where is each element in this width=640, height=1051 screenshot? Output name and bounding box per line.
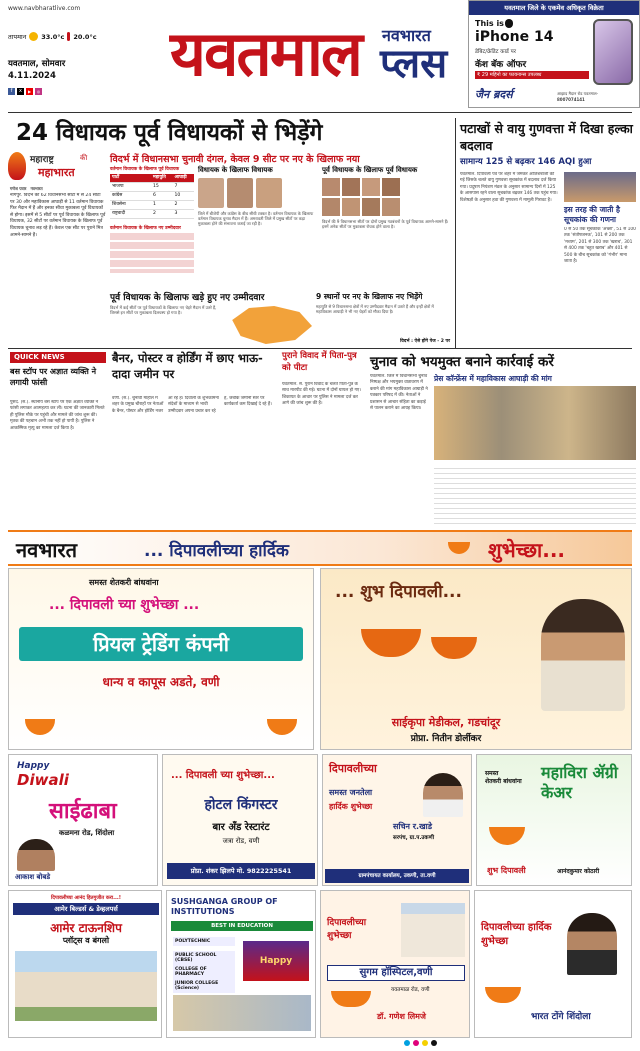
ad-dhaba-line2: Diwali [17,771,69,789]
instagram-icon[interactable]: ◎ [36,89,41,94]
building-image [15,951,157,1021]
ad-shop: जैन ब्रदर्स [475,88,513,101]
mla-photo [256,178,282,208]
table-cell: कांग्रेस [112,193,123,198]
ad-priyal-name: प्रियल ट्रेडिंग कंपनी [19,627,303,661]
ad-dhaba-sub: कळमना रोड, शिंदोला [59,829,115,837]
diya-icon [489,827,525,845]
col-b-title: पूर्व विधायक के खिलाफ पूर्व विधायक [322,166,418,174]
logo-bottom: महाभारत [38,166,75,179]
ad-sachin-line3: हार्दिक शुभेच्छा [329,802,373,811]
diya-icon [331,991,371,1007]
ad-sachin-line1: दिपावलीच्या [329,762,377,775]
registration-marks [404,1040,437,1046]
table-cell: राष्ट्रवादी [112,211,126,216]
ad-sush-item: PUBLIC SCHOOL (CBSE) [173,951,235,965]
table-header-row [110,174,194,183]
campus-image [173,995,311,1031]
youtube-icon[interactable]: ▶ [27,89,32,94]
ad-dhaba-person: आकाश बोबडे [15,873,51,881]
col-b [322,166,450,290]
table-row [110,201,194,210]
ad-priyal[interactable] [8,568,314,750]
ad-dhaba-name: साईढाबा [49,799,117,824]
ad-dhaba[interactable] [8,754,158,886]
table-cell: 2 [174,202,178,207]
issue-date: 4.11.2024 [8,71,56,81]
table-row [110,192,194,201]
map-section [110,290,314,346]
ad-sushganga[interactable] [166,890,316,1038]
table-cell: 2 [153,211,156,216]
table-cell: महायुति [153,175,166,180]
logo-flame-icon [8,152,26,180]
ad-bharat[interactable] [474,890,632,1038]
table-cell: 6 [153,193,156,198]
quick-news-headline: बस स्टॉप पर अज्ञात व्यक्ति ने लगायी फांसी [10,367,97,387]
election-body: यवतमाल. जिले में विधानसभा चुनाव निष्पक्ष और भयमुक्त वातावरण में कराने की मांग महाविकास आघाड़ी ने पत्रकार परिषद में की। नेताओं ने प्रशासन से आचार संहिता का कड़ाई से पालन कराने का आग्रह किया। [370,374,428,412]
nine-title: 9 स्थानों पर नए के खिलाफ नए भिड़ेंगे [316,292,423,301]
table-cell: 10 [174,193,181,198]
ad-offer2: कॅश बॅक ऑफर [475,60,527,70]
ad-sachin[interactable] [322,754,472,886]
ad-address: आझाद मैदान रोड यवतमाल- [557,91,599,96]
nine-section [316,292,450,348]
mla-photo [382,178,400,196]
masthead-title: यवतमाल [170,17,361,90]
ad-this-is: This is [475,19,504,28]
ad-product: iPhone 14 [475,29,554,45]
ad-sai-name: साईकृपा मेडीकल, गडचांदूर [391,716,501,729]
dispute-body: यवतमाल. सं. पुराने विवाद के चलते पिता-पुत्र के साथ मारपीट की गई। घटना में दोनों घायल हो गए। शिकायत के आधार पर पुलिस ने मामला दर्ज कर आगे की जांच शुरू की है। [282,382,362,407]
ad-sachin-sub: सरपंच, ग्रा.प.उकणी [393,835,435,841]
ad-header: यवतमाल जिले के एकमेव अधिकृत विक्रेता [469,1,639,15]
ad-hospital[interactable] [320,890,470,1038]
diya-icon [485,987,521,1003]
ad-hotel-place: जत्रा रोड, वणी [222,837,260,845]
nine-body: महायुति से 9 विधानसभा क्षेत्रों में नए उम्मीदवार मैदान में उतारे हैं और इन्हीं क्षेत्रों में महाविकास आघाड़ी ने भी नए चेहरों को मौका दिया है। [316,304,434,315]
ad-amer-sub: प्लॉट्स व बंगलो [62,936,110,945]
aqi-box-title: इस तरह की जाती है सूचकांक की गणना [564,205,620,224]
lead-subhead: विदर्भ में विधानसभा चुनावी दंगल, केवल 9 सीट पर नए के खिलाफ नया [110,154,360,165]
col-a [198,166,318,290]
table2-placeholder [110,233,194,273]
ad-priyal-line2: ... दिपावली च्या शुभेच्छा ... [49,597,200,613]
ad-offer3: ₹ 29 महिनो का फायनान्स उपलब्ध [475,71,589,79]
diwali-banner [8,530,632,566]
col-a-title: विधायक के खिलाफ विधायक [198,166,273,174]
sun-icon [29,32,38,41]
brand-top: नवभारत [382,26,431,45]
ad-sush-name: SUSHGANGA GROUP OF INSTITUTIONS [171,897,278,916]
pollution-headline: पटाखों से वायु गुणवत्ता में दिखा हल्का बदलाव [460,121,633,153]
ad-priyal-line1: समस्त शेतकरी बांधवांना [89,578,159,587]
election-subhead: प्रेस कॉन्फ्रेंस में महाविकास आघाड़ी की मांग [434,374,552,383]
ad-mahavira-name: महाविरा ॲग्री केअर [541,763,618,802]
map-title: पूर्व विधायक के खिलाफ खड़े हुए नए उम्मीदवार [110,293,265,303]
ad-hotel[interactable] [162,754,318,886]
ad-sachin-name: सचिन र.खाडे [393,822,432,831]
logo-top: महाराष्ट्र [30,155,54,165]
table-row [110,210,194,219]
mla-photo [342,198,360,216]
weather [8,32,97,41]
lead-headline: 24 विधायक पूर्व विधायकों से भिड़ेंगे [16,120,323,146]
election-body-cont [434,464,636,524]
social-icons [8,88,42,95]
site-url[interactable]: www.navbharatlive.com [8,5,81,12]
ad-saikrupa[interactable] [320,568,632,750]
mla-photo [198,178,224,208]
diwali-banner-right: शुभेच्छा... [488,538,566,562]
ad-phone: 8007074141 [557,97,585,102]
ad-mahavira-line2: शेतकरी बांधवांना [485,778,522,785]
banner-headline: बैनर, पोस्टर व होर्डिंग में छाए भाऊ-दादा जमीन पर [112,351,263,381]
table-title: वर्तमान विधायक के खिलाफ पूर्व विधायक [110,167,180,172]
continued-note: विदर्भ : ऐसे होंगे पेज - 2 पर [400,339,450,344]
banner-body: वणी. (सं.). चुनावी माहौल में शहर के प्रमुख चौराहों पर नेताओं के बैनर, पोस्टर और होर्डिंग नजर आ रहे हैं। दिवाली के शुभकामना संदेशों के माध्यम से भावी उम्मीदवार अपना प्रचार कर रहे हैं, जबकि जमीनी स्तर पर कार्यकर्ता कम दिखाई दे रहे हैं। [112,396,272,414]
diwali-banner-left: नवभारत [16,538,78,562]
dispute-headline: पुराने विवाद में पिता-पुत्र को पीटा [282,351,357,373]
person-photo [541,599,625,711]
table-cell: भाजपा [112,184,124,189]
aqi-photo [564,172,636,202]
mla-photo [322,198,340,216]
table-cell: 7 [174,184,178,189]
masthead [0,0,640,112]
diya-icon [361,629,421,657]
brand-bottom: प्लस [380,41,448,87]
x-icon[interactable]: x [17,88,24,95]
lead-body: नागपुर. विदर्भ की 62 विधानसभा सीटों में से 24 सीटों पर 30 और महाविकास आघाड़ी से 11 वर्तमान विधायक फिर मैदान में हैं और इनका सीधा मुकाबला पूर्व विधायकों से होगा। इसमें से 5 सीटों पर पूर्व विधायक के खिलाफ पूर्व विधायक, 32 सीटों पर वर्तमान विधायक के खिलाफ पूर्व विधायक चुनाव लड़ रहे हैं। केवल एक सीट पर पुराने मित्र आमने-सामने हैं। [10,193,106,238]
ad-sai-sub: प्रोप्रा. नितीन डोर्लीकर [410,734,482,744]
ad-sush-greeting: Happy [243,941,309,981]
quick-news-label: QUICK NEWS [10,352,106,363]
col-b-photos [322,178,450,216]
byline-name: गणेश पवार [10,186,27,191]
hospital-image [401,903,465,957]
phone-image [593,19,633,85]
quick-news-body: पुसद. (सं.). स्थानीय बस स्टॉप पर एक अज्ञात व्यक्ति ने फांसी लगाकर आत्महत्या कर ली। घटना की जानकारी मिलते ही पुलिस मौके पर पहुंची और मामले की जांच शुरू की। मृतक की पहचान अभी तक नहीं हो पायी है। पुलिस ने आकस्मिक मृत्यु का मामला दर्ज किया है। [10,400,105,431]
pollution-body: यवतमाल. दिपावली पर्व पर शहर में जमकर आतिशबाजी की गई जिसके चलते वायु गुणवत्ता सूचकांक में बदलाव दर्ज किया गया। प्रदूषण नियंत्रण मंडल के अनुसार सामान्य दिनों में 125 के आसपास रहने वाला सूचकांक बढ़कर 146 तक पहुंच गया। विशेषज्ञों के अनुसार हवा की गुणवत्ता में मामूली गिरावट है। [460,172,558,203]
aqi-box [564,172,636,348]
ad-amer-line1: दिपावलीच्या आनंद हितगुजीत करा...! [50,895,122,901]
mla-photo [382,198,400,216]
stats-table [110,166,194,273]
col-a-photos [198,178,318,208]
table2-title: वर्तमान विधायक के खिलाफ नए उम्मीदवार [110,226,181,231]
ad-amer[interactable] [8,890,162,1038]
table-cell: 3 [174,211,178,216]
ad-amer-brand: आमेर बिल्डर्स & डेव्हलपर्स [13,903,159,915]
city-day: यवतमाल, सोमवार [8,59,66,69]
byline-place: नवभारत [30,186,43,191]
ad-sachin-footer: ग्रामपंचायत कार्यालय, उकणी, ता.वणी [325,869,469,883]
thermometer-icon [67,32,70,41]
ad-bharat-name: भारत टोंगे शिंदोला [531,1012,591,1022]
mla-photo [362,198,380,216]
person-photo [567,913,617,975]
temp-max: 33.0°c [41,32,65,41]
table-cell: शिवसेना [112,202,126,207]
press-photo [434,386,636,460]
ad-hospital-name: सुगम हॉस्पिटल,वणी [327,965,465,981]
diya-icon [448,542,470,554]
table-grid [110,174,194,219]
facebook-icon[interactable]: f [8,88,15,95]
ad-mahavira-person: आनंदकुमार कोठारी [557,868,600,875]
ad-bharat-line1: दिपावलीच्या हार्दिक शुभेच्छा [481,922,552,947]
person-photo [423,773,463,817]
aqi-box-body: 0 से 50 तक सूचकांक 'अच्छा', 51 से 100 तक 'संतोषजनक', 101 से 200 तक 'मध्यम', 201 से 300 तक 'खराब', 301 से 400 तक 'बहुत खराब' और 401 से 500 के बीच सूचकांक को 'गंभीर' माना जाता है। [564,227,636,265]
ad-priyal-sub: धान्य व कापूस अडते, वणी [102,675,220,689]
mla-photo [342,178,360,196]
logo-mid: की [80,154,88,162]
temp-min: 20.0°c [73,32,97,41]
ad-sai-line1: ... शुभ दिपावली... [335,582,462,602]
person-photo [17,839,55,871]
ad-hospital-person: डॉ. गणेश लिमजे [377,1012,426,1021]
mla-photo [322,178,340,196]
byline [10,186,43,191]
ad-sush-item: COLLEGE OF PHARMACY [173,965,235,979]
ad-hotel-line1: ... दिपावली च्या शुभेच्छा... [171,770,275,781]
election-headline: चुनाव को भयमुक्त बनाने कार्रवाई करें [370,354,554,370]
ad-sush-item: JUNIOR COLLEGE (Science) [173,979,235,993]
apple-icon [505,19,513,28]
diya-icon [267,719,297,735]
ad-hospital-place: यवतमाळ रोड, वणी [391,987,430,993]
table-cell: पार्टी [112,175,120,180]
temperature-label: तापमान [8,33,27,41]
ad-hospital-line1: दिपावलीच्या शुभेच्छा [327,918,367,941]
ad-sachin-line2: समस्त जनतेला [329,788,373,797]
pollution-subhead: सामान्य 125 से बढ़कर 146 AQI हुआ [460,157,592,167]
ad-offer1: डेबिट/क्रेडिट कार्ड पर [475,49,516,55]
table-cell: 15 [153,184,159,189]
ad-mahavira[interactable] [476,754,632,886]
ad-mahavira-line1: समस्त [485,770,499,777]
ad-dhaba-line1: Happy [17,761,50,771]
mahabharat-logo [8,150,104,184]
iphone-ad[interactable] [468,0,640,108]
col-a-body: जिले में बीजेपी और कांग्रेस के बीच सीधी टक्कर है। वर्तमान विधायक के खिलाफ वर्तमान विधायक चुनाव मैदान में हैं। अमरावती जिले में प्रमुख सीटों पर कड़ा मुकाबला होने की संभावना जताई जा रही है। [198,211,314,227]
ad-hotel-name: होटल किंगस्टर [204,797,278,813]
ad-hotel-contact: प्रोप्रा. शंकर झिलपे मो. 9822225541 [167,863,315,879]
table-cell: आघाड़ी [174,175,187,180]
ad-mahavira-sub: शुभ दिपावली [487,866,526,875]
ad-sush-sub: BEST IN EDUCATION [171,921,313,931]
diya-icon [431,637,477,659]
table-row [110,183,194,192]
diwali-banner-middle: ... दिपावलीच्या हार्दिक [144,541,289,561]
mla-photo [227,178,253,208]
ad-sush-item: POLYTECHNIC [173,937,235,946]
mla-photo [362,178,380,196]
vidarbha-map [228,304,312,344]
table-cell: 1 [153,202,156,207]
ad-amer-name: आमेर टाऊनशिप [50,921,122,935]
map-body: विदर्भ में कई सीटों पर पूर्व विधायकों के खिलाफ नए चेहरे मैदान में उतरे हैं, जिससे इन सीटों पर मुकाबला दिलचस्प हो गया है। [110,305,217,316]
col-b-body: विदर्भ की 9 विधानसभा सीटों पर दोनों प्रमुख गठबंधनों के पूर्व विधायक आमने-सामने हैं। इनमें अनेक सीटों पर मुकाबला रोचक होने वाला है। [322,219,449,230]
ad-hotel-sub: बार अँड रेस्टारंट [212,822,270,833]
diya-icon [25,719,55,735]
